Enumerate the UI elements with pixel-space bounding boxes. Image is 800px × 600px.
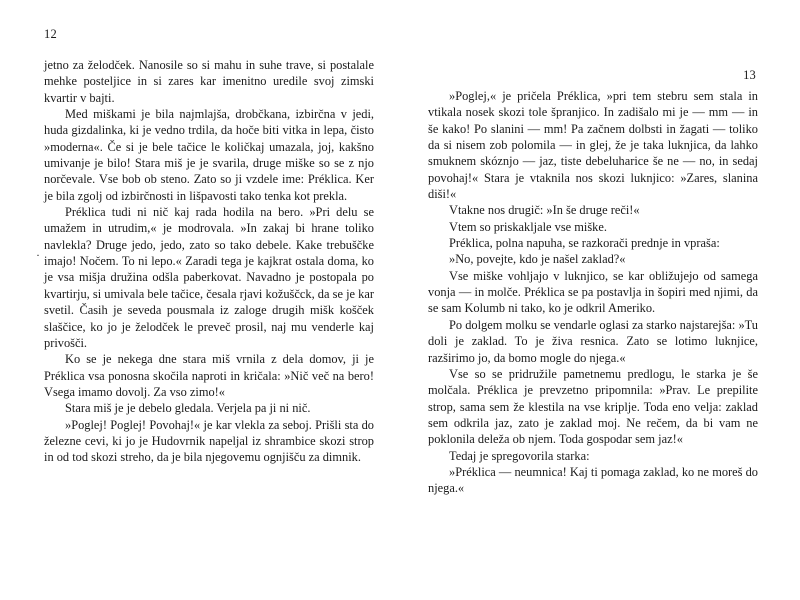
paragraph: Préklica tudi ni nič kaj rada hodila na bero. »Pri delu se umažem in utrudim,« je modrovala. »In zakaj bi hrane toliko navlekla? Druge jedo, jedo, zato so tako debele. Kake trebuščke imajo! Nočem. To ni lepo.« Zaradi tega je kajkrat ostala doma, ko je vsa mišja družina odšla paberkovat. Navadno je postopala po kvartirju, si umivala bele tačice, česala rjavi kožuščck, da se je kar svetil. Časih je seveda pousmala iz zaloge drugih mišk košček slaščice, ko jo je želodček le preveč prosil, naj mu venderle kaj privošči. (44, 205, 374, 350)
margin-mark: · (36, 248, 40, 262)
paragraph: Stara miš je je debelo gledala. Verjela pa ji ni nič. (65, 401, 311, 416)
paragraph: »No, povejte, kdo je našel zaklad?« (449, 252, 626, 267)
paragraph: Préklica, polna napuha, se razkorači prednje in vpraša: (449, 236, 720, 251)
paragraph: jetno za želodček. Nanosile so si mahu in suhe trave, si postalale mehke posteljice in si zares kar imenitno uredile svoj zimski kvartir v bajti. (44, 58, 374, 105)
page-number-right: 13 (743, 68, 756, 82)
paragraph: »Poglej,« je pričela Préklica, »pri tem stebru sem stala in vtikala nosek skozi tole špranjico. In zadišalo mi je — mm — in še kako! Po slanini — mm! Pa začnem dolbsti in žagati — toliko da si nisem zob polomila — in glej, že je taka luknjica, da lahko smuknem skóznjo — jaz, tiste debeluharice še ne — no, in sedaj povohaj!« Stara je vtaknila nos skozi luknjico: »Zares, slanina diši!« (428, 89, 758, 202)
paragraph: Vtakne nos drugič: »In še druge reči!« (449, 203, 640, 218)
paragraph: Po dolgem molku se vendarle oglasi za starko najstarejša: »Tu doli je zaklad. To je živa resnica. Zato se lotimo luknjice, razširimo jo, da bomo mogle do njega.« (428, 317, 758, 365)
paragraph: Vse so se pridružile pametnemu predlogu, le starka je še molčala. Préklica je prevzetno pripomnila: »Prav. Le prepilite strop, sama sem že klestila na vse kriplje. Toda eno velja: zaklad sem odkrila jaz, zato je zaklad moj. Ne rečem, da bi vam ne poklonila deleža ob njem. Toda gospodar sem jaz!« (428, 366, 758, 447)
paragraph: Vse miške vohljajo v luknjico, se kar obližujejo od samega vonja — in molče. Préklica se pa postavlja in šopiri med njimi, da se sam Kolumb ni tako, ko je odkril Ameriko. (428, 268, 758, 316)
left-page-text (44, 57, 374, 466)
paragraph: »Préklica — neumnica! Kaj ti pomaga zaklad, ko ne moreš do njega.« (428, 464, 758, 496)
page-number-left: 12 (44, 27, 57, 41)
paragraph: Tedaj je spregovorila starka: (449, 448, 590, 463)
paragraph: Med miškami je bila najmlajša, drobčkana, izbirčna v jedi, huda gizdalinka, ki je vedno trdila, da hoče biti vitka in lepa, čisto »moderna«. Če si je bele tačice le količkaj umazala, joj, kakšno umivanje je bilo! Stara miš je je svarila, druge miške so se z njo norčevale. Vse bob ob steno. Zato so ji vzdele ime: Préklica. Ker je bila zgolj od izbirčnosti in lišpavosti tako tenka kot prekla. (44, 107, 374, 203)
right-page-text (428, 88, 758, 497)
paragraph: Vtem so priskakljale vse miške. (449, 219, 607, 234)
paragraph: »Poglej! Poglej! Povohaj!« je kar vlekla za seboj. Prišli sta do železne cevi, ki jo je Hudovrnik napeljal iz shrambice skozi strop in od tod skozi streho, da je bila njegovemu ognjišču za dimnik. (44, 417, 374, 465)
paragraph: Ko se je nekega dne stara miš vrnila z dela domov, ji je Préklica vsa ponosna skočila naproti in kričala: »Nič več na bero! Vsega imamo dovolj. Za vso zimo!« (44, 352, 374, 399)
